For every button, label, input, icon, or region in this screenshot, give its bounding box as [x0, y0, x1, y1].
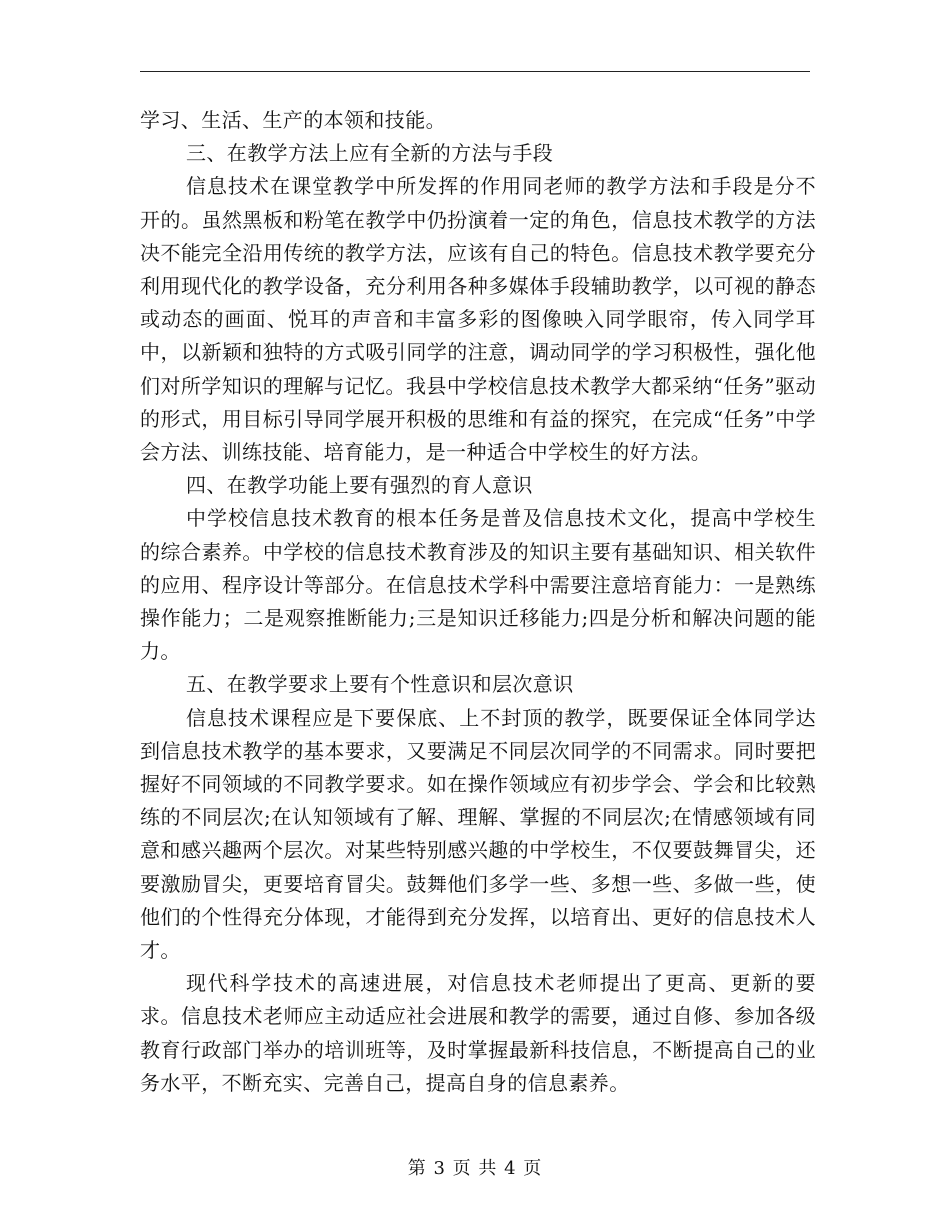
- page-number-footer: 第 3 页 共 4 页: [407, 1158, 543, 1179]
- section-heading-5: 五、在教学要求上要有个性意识和层次意识: [186, 672, 574, 697]
- document-body: [140, 104, 816, 1100]
- paragraph: 现代科学技术的高速进展，对信息技术老师提出了更高、更新的要求。信息技术老师应主动适应社会进展和教学的需要，通过自修、参加各级教育行政部门举办的培训班等，及时掌握最新科技信息，不断提高自己的业务水平，不断充实、完善自己，提高自身的信息素养。: [140, 971, 816, 1095]
- paragraph: 信息技术在课堂教学中所发挥的作用同老师的教学方法和手段是分不开的。虽然黑板和粉笔在教学中仍扮演着一定的角色，信息技术教学的方法决不能完全沿用传统的教学方法，应该有自己的特色。信息技术教学要充分利用现代化的教学设备，充分利用各种多媒体手段辅助教学，以可视的静态或动态的画面、悦耳的声音和丰富多彩的图像映入同学眼帘，传入同学耳中，以新颖和独特的方式吸引同学的注意，调动同学的学习积极性，强化他们对所学知识的理解与记忆。我县中学校信息技术教学大都采纳“任务”驱动的形式，用目标引导同学展开积极的思维和有益的探究，在完成“任务”中学会方法、训练技能、培育能力，是一种适合中学校生的好方法。: [140, 174, 816, 465]
- section-heading-4: 四、在教学功能上要有强烈的育人意识: [186, 473, 533, 498]
- section-heading-3: 三、在教学方法上应有全新的方法与手段: [186, 141, 554, 166]
- header-rule: [140, 71, 810, 72]
- paragraph: 信息技术课程应是下要保底、上不封顶的教学，既要保证全体同学达到信息技术教学的基本要求，又要满足不同层次同学的不同需求。同时要把握好不同领域的不同教学要求。如在操作领域应有初步学会、学会和比较熟练的不同层次;在认知领域有了解、理解、掌握的不同层次;在情感领域有同意和感兴趣两个层次。对某些特别感兴趣的中学校生，不仅要鼓舞冒尖，还要激励冒尖，更要培育冒尖。鼓舞他们多学一些、多想一些、多做一些，使他们的个性得充分体现，才能得到充分发挥，以培育出、更好的信息技术人才。: [140, 705, 816, 963]
- paragraph-continuation: 学习、生活、生产的本领和技能。: [140, 108, 446, 132]
- paragraph: 中学校信息技术教育的根本任务是普及信息技术文化，提高中学校生的综合素养。中学校的信息技术教育涉及的知识主要有基础知识、相关软件的应用、程序设计等部分。在信息技术学科中需要注意培育能力：一是熟练操作能力；二是观察推断能力;三是知识迁移能力;四是分析和解决问题的能力。: [140, 506, 816, 664]
